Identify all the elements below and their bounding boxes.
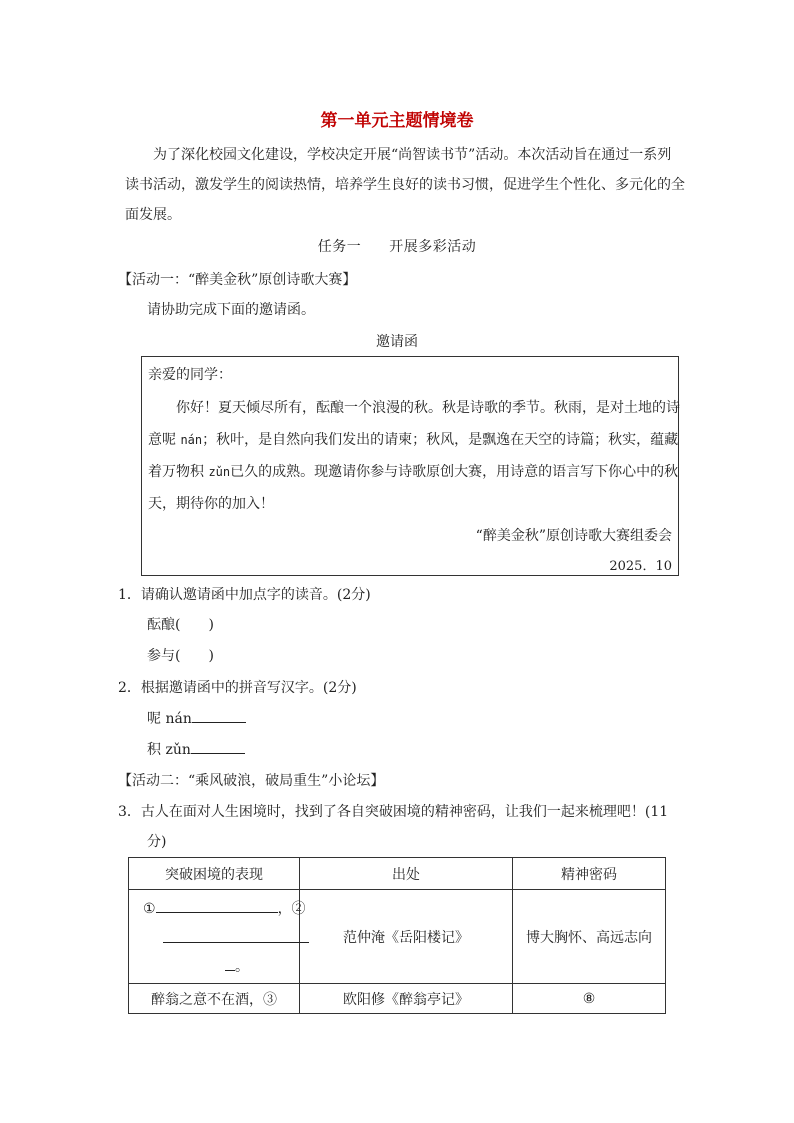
answer-blank-2[interactable] [163,928,309,943]
intro-text: 为了深化校园文化建设，学校决定开展“尚智读书节”活动。本次活动旨在通过一系列读书活动，激发学生的阅读热情，培养学生良好的读书习惯，促进学生个性化、多元化的全面发展。 [125,147,685,223]
letter-title: 邀请函 [376,334,418,350]
row2-source: 欧阳修《醉翁亭记》 [300,984,513,1014]
pinyin-nan: nán [180,433,203,447]
q3-table [128,857,666,1014]
task-number: 任务一 [317,239,362,255]
pinyin-zun: zǔn [208,465,231,479]
letter-body-line1: 你好！夏天倾尽所有，酝酿一个浪漫的秋。秋是诗歌的季节。秋雨，是对土地的诗 [176,400,680,416]
header-performance: 突破困境的表现 [129,858,300,890]
q2-answer-blank-2[interactable] [191,739,245,754]
q2-item-2-label: 积 zǔn [147,742,191,758]
row1-spirit-code: 博大胸怀、高远志向 [513,890,666,984]
letter-body-line3 [148,461,678,481]
row1-performance [129,890,306,984]
invitation-letter [141,356,679,576]
question-2: 2．根据邀请函中的拼音写汉字。(2分) [118,680,357,696]
q2-item-1-label: 呢 nán [147,711,192,727]
letter-greeting: 亲爱的同学： [148,367,232,383]
letter-body-line2 [148,429,678,449]
row1-line3 [225,956,249,976]
table-row [129,890,666,984]
page-title: 第一单元主题情境卷 [320,111,474,131]
intro-paragraph [125,140,685,230]
table-header-row [129,858,666,890]
q2-item-2 [147,739,245,759]
question-3-line2: 分) [147,834,167,850]
q2-item-1 [147,708,246,728]
activity1-heading: 【活动一：“醉美金秋”原创诗歌大赛】 [118,272,357,288]
row1-period: 。 [235,959,249,975]
letter-body-line4: 天，期待你的加入！ [148,496,274,512]
row2-spirit-code: ⑧ [513,984,666,1014]
activity2-heading: 【活动二：“乘风破浪，破局重生”小论坛】 [118,773,385,789]
activity1-instruction: 请协助完成下面的邀请函。 [147,302,315,318]
answer-blank-2-end[interactable] [225,956,235,971]
row1-source: 范仲淹《岳阳楼记》 [300,890,513,984]
blank-number-1: ① [143,901,156,917]
letter-body-line2-start: 意呢 [148,432,181,448]
row2-performance: 醉翁之意不在酒，③ [129,984,300,1014]
letter-signature: “醉美金秋”原创诗歌大赛组委会 [475,528,672,544]
header-source: 出处 [300,858,513,890]
letter-date: 2025．10 [609,559,672,574]
blank-number-2: ，② [277,901,306,917]
task-heading [0,236,794,256]
q1-item-2: 参与( ) [147,648,214,664]
answer-blank-1[interactable] [156,898,278,913]
letter-body-line3-start: 着万物积 [148,464,209,480]
task-name: 开展多彩活动 [389,239,477,255]
question-1: 1．请确认邀请函中加点字的读音。(2分) [118,587,371,603]
question-3-line1: 3．古人在面对人生困境时，找到了各自突破困境的精神密码，让我们一起来梳理吧！(11 [118,804,669,820]
q2-answer-blank-1[interactable] [192,708,246,723]
header-spirit-code: 精神密码 [513,858,666,890]
letter-body-line2-end: ；秋叶，是自然向我们发出的请柬；秋风，是飘逸在天空的诗篇；秋实，蕴藏 [202,432,679,448]
q1-item-1: 酝酿( ) [147,617,214,633]
row1-line1 [143,898,306,918]
table-row [129,984,666,1014]
letter-body-line3-end: 已久的成熟。现邀请你参与诗歌原创大赛，用诗意的语言写下你心中的秋 [230,464,679,480]
